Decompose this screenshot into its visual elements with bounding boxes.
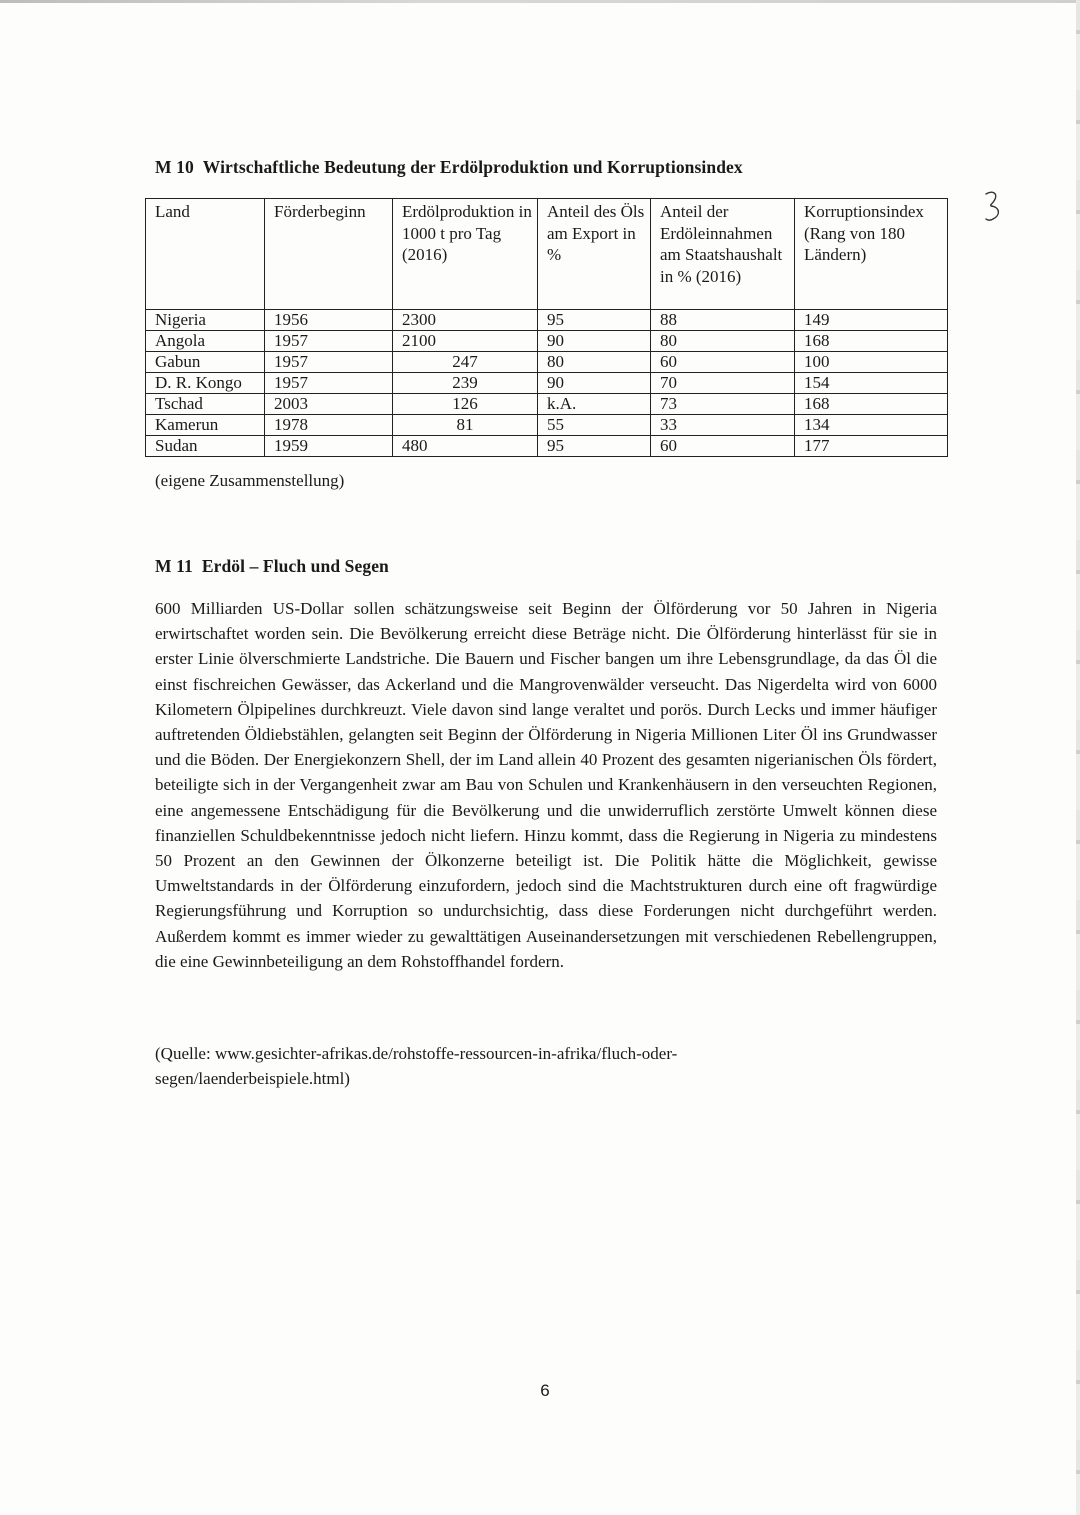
m11-body-text: 600 Milliarden US-Dollar sollen schätzungsweise seit Beginn der Ölförderung vor 50 Jahren in Nigeria erwirtschaftet worden sein. Die Bevölkerung erreicht diese Beträge nicht. Die Ölförderung hinterlässt für sie in erster Linie ölverschmierte Landstriche. Die Bauern und Fischer bangen um ihre Lebensgrundlage, da das Öl die einst fischreichen Gewässer, das Ackerland und die Mangrovenwälder verseucht. Das Nigerdelta wird von 6000 Kilometern Ölpipelines durchkreuzt. Viele davon sind lange veraltet und porös. Durch Lecks und immer häufiger auftretenden Öldiebstählen, gelangten seit Beginn der Ölförderung in Nigeria Millionen Liter Öl ins Grundwasser und die Böden. Der Energiekonzern Shell, der im Land allein 40 Prozent des gesamten nigerianischen Öls fördert, beteiligte sich in der Vergangenheit zwar am Bau von Schulen und Krankenhäusern in den verseuchten Regionen, eine angemessene Entschädigung für die Bevölkerung und die unwiderruflich zerstörte Umwelt können diese finanziellen Schuldbekenntnisse jedoch nicht liefern. Hinzu kommt, dass die Regierung in Nigeria zu mindestens 50 Prozent an den Gewinnen der Ölkonzerne beteiligt ist. Die Politik hätte die Möglichkeit, gewisse Umweltstandards in der Ölförderung einzufordern, jedoch sind die Machtstrukturen durch eine oft fragwürdige Regierungsführung und Korruption so undurchsichtig, dass diese Forderungen nicht durchgeführt werden. Außerdem kommt es immer wieder zu gewalttätigen Auseinandersetzungen mit verschiedenen Rebellengruppen, die eine Gewinnbeteiligung an dem Rohstoffhandel fordern. (155, 599, 937, 971)
cell-korruption: 149 (795, 310, 948, 331)
handwritten-page-mark (982, 190, 1004, 222)
cell-produktion: 126 (393, 394, 538, 415)
header-korruptionsindex: Korruptionsindex (Rang von 180 Ländern) (795, 199, 948, 310)
cell-export: 95 (538, 310, 651, 331)
cell-staatshaushalt: 80 (651, 331, 795, 352)
cell-foerderbeginn: 1957 (265, 331, 393, 352)
cell-korruption: 154 (795, 373, 948, 394)
cell-foerderbeginn: 2003 (265, 394, 393, 415)
m10-label: M 10 (155, 157, 194, 177)
m11-label: M 11 (155, 556, 193, 576)
cell-staatshaushalt: 60 (651, 436, 795, 457)
header-anteil-export: Anteil des Öls am Export in % (538, 199, 651, 310)
cell-foerderbeginn: 1957 (265, 373, 393, 394)
cell-produktion: 2100 (393, 331, 538, 352)
header-land: Land (146, 199, 265, 310)
cell-produktion: 239 (393, 373, 538, 394)
m10-source: (eigene Zusammenstellung) (155, 471, 345, 490)
cell-export: 80 (538, 352, 651, 373)
header-anteil-staatshaushalt: Anteil der Erdöleinnahmen am Staatshaushalt in % (2016) (651, 199, 795, 310)
m11-title: Erdöl – Fluch und Segen (201, 556, 389, 576)
cell-korruption: 168 (795, 331, 948, 352)
cell-land: Tschad (146, 394, 265, 415)
cell-staatshaushalt: 33 (651, 415, 795, 436)
cell-staatshaushalt: 70 (651, 373, 795, 394)
cell-export: 90 (538, 373, 651, 394)
header-erdoelproduktion: Erdölproduktion in 1000 t pro Tag (2016) (393, 199, 538, 310)
cell-land: D. R. Kongo (146, 373, 265, 394)
cell-export: 90 (538, 331, 651, 352)
table-row (146, 352, 948, 373)
oil-production-table (145, 198, 948, 457)
table-header-row (146, 199, 948, 310)
page-number: 6 (540, 1381, 550, 1400)
header-foerderbeginn: Förderbeginn (265, 199, 393, 310)
cell-land: Angola (146, 331, 265, 352)
cell-export: 55 (538, 415, 651, 436)
cell-foerderbeginn: 1978 (265, 415, 393, 436)
cell-korruption: 177 (795, 436, 948, 457)
table-row (146, 373, 948, 394)
cell-korruption: 168 (795, 394, 948, 415)
cell-foerderbeginn: 1957 (265, 352, 393, 373)
scan-edge-right (1076, 0, 1080, 1515)
cell-produktion: 81 (393, 415, 538, 436)
cell-staatshaushalt: 88 (651, 310, 795, 331)
m10-title: Wirtschaftliche Bedeutung der Erdölproduktion und Korruptionsindex (202, 157, 743, 177)
table-row (146, 394, 948, 415)
cell-land: Gabun (146, 352, 265, 373)
m11-heading (155, 556, 389, 577)
m11-source: (Quelle: www.gesichter-afrikas.de/rohstoffe-ressourcen-in-afrika/fluch-oder-segen/laenderbeispiele.html) (155, 1044, 678, 1088)
cell-land: Kamerun (146, 415, 265, 436)
table-row (146, 310, 948, 331)
table-row (146, 415, 948, 436)
cell-export: 95 (538, 436, 651, 457)
cell-korruption: 100 (795, 352, 948, 373)
scan-edge-top (0, 0, 1080, 3)
table-row (146, 436, 948, 457)
cell-produktion: 2300 (393, 310, 538, 331)
cell-staatshaushalt: 73 (651, 394, 795, 415)
table-row (146, 331, 948, 352)
cell-foerderbeginn: 1956 (265, 310, 393, 331)
m10-heading (155, 157, 743, 178)
cell-land: Sudan (146, 436, 265, 457)
cell-produktion: 480 (393, 436, 538, 457)
cell-foerderbeginn: 1959 (265, 436, 393, 457)
cell-produktion: 247 (393, 352, 538, 373)
cell-land: Nigeria (146, 310, 265, 331)
cell-staatshaushalt: 60 (651, 352, 795, 373)
cell-korruption: 134 (795, 415, 948, 436)
cell-export: k.A. (538, 394, 651, 415)
